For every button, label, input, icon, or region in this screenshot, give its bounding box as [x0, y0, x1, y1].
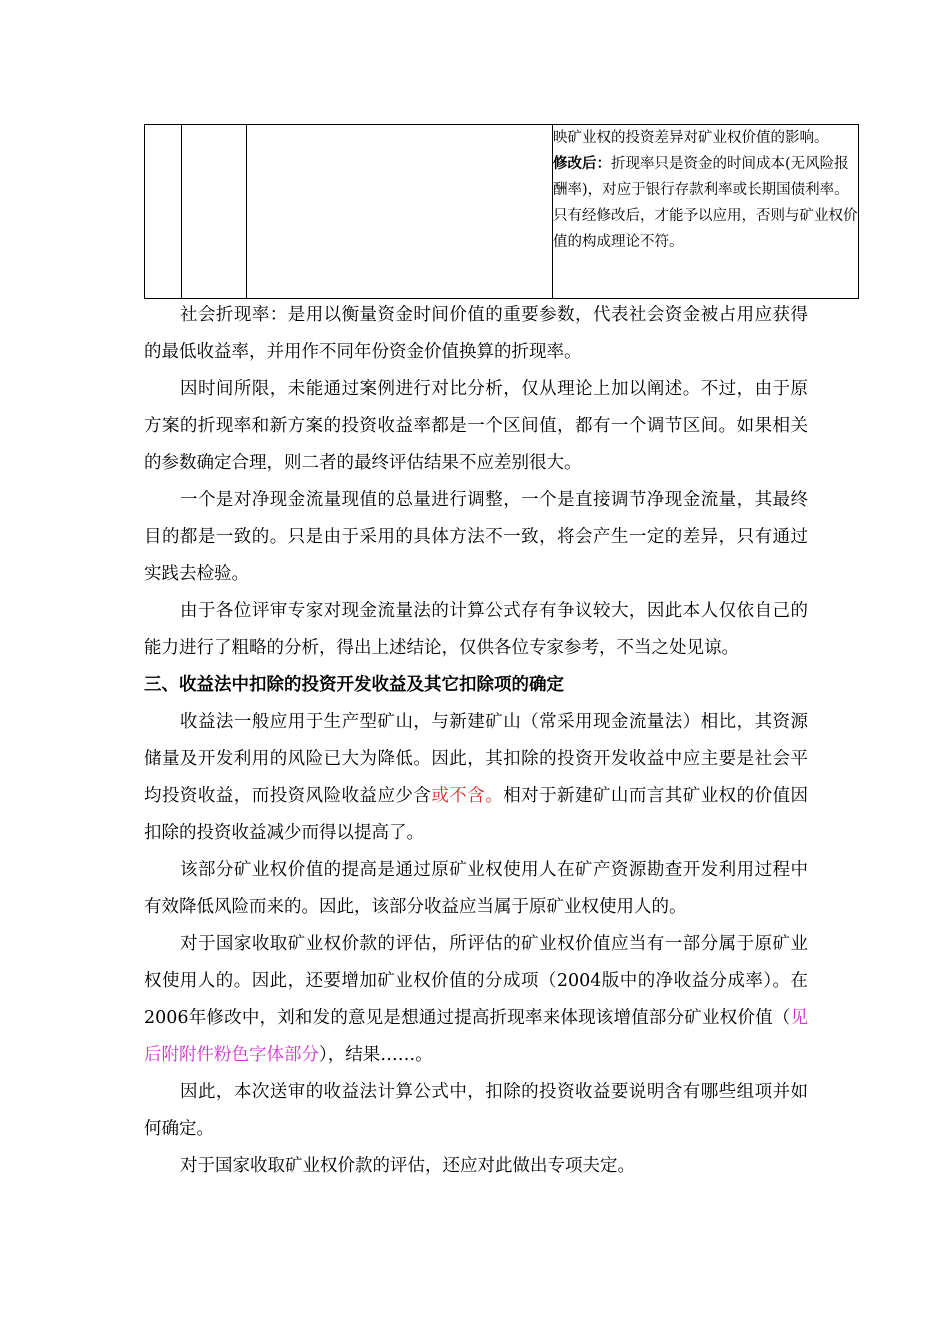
paragraph-state-valuation: 对于国家收取矿业权价款的评估，所评估的矿业权价值应当有一部分属于原矿业权使用人的。因此，还要增加矿业权价值的分成项（2004版中的净收益分成率）。在2006年修改中，刘和发的意见是想通过提高折现率来体现该增值部分矿业权价值（见后附附件粉色字体部分），结果……。	[144, 934, 808, 1065]
table-cell-1	[145, 125, 182, 299]
cell-line: 修改后：折现率只是资金的时间成本(无风险报酬率)，对应于银行存款利率或长期国债利率。	[553, 155, 849, 198]
continued-table	[144, 124, 859, 299]
paragraph-income-method: 收益法一般应用于生产型矿山，与新建矿山（常采用现金流量法）相比，其资源储量及开发利用的风险已大为降低。因此，其扣除的投资开发收益中应主要是社会平均投资收益，而投资风险收益应少含或不含。相对于新建矿山而言其矿业权的价值因扣除的投资收益减少而得以提高了。	[144, 712, 809, 843]
paragraph-social-discount-rate: 社会折现率：是用以衡量资金时间价值的重要参数，代表社会资金被占用应获得的最低收益率，并用作不同年份资金价值换算的折现率。	[144, 305, 808, 362]
pink-highlight-text: 见后附附件粉色字体部分	[144, 1008, 808, 1065]
table-row	[145, 125, 859, 299]
section-heading: 三、收益法中扣除的投资开发收益及其它扣除项的确定	[144, 675, 564, 695]
paragraph-expert-review: 由于各位评审专家对现金流量法的计算公式存有争议较大，因此本人仅依自己的能力进行了粗略的分析，得出上述结论，仅供各位专家参考，不当之处见谅。	[144, 601, 808, 658]
paragraph-adjustment: 一个是对净现金流量现值的总量进行调整，一个是直接调节净现金流量，其最终目的都是一致的。只是由于采用的具体方法不一致，将会产生一定的差异，只有通过实践去检验。	[144, 490, 808, 584]
paragraph-time-limit: 因时间所限，未能通过案例进行对比分析，仅从理论上加以阐述。不过，由于原方案的折现率和新方案的投资收益率都是一个区间值，都有一个调节区间。如果相关的参数确定合理，则二者的最终评估结果不应差别很大。	[144, 379, 808, 473]
revised-label: 修改后：	[553, 155, 611, 172]
table-cell-3	[247, 125, 553, 299]
table-cell-2	[182, 125, 247, 299]
red-highlight-text: 或不含。	[431, 786, 504, 806]
paragraph-formula-note: 因此，本次送审的收益法计算公式中，扣除的投资收益要说明含有哪些组项并如何确定。	[144, 1082, 808, 1139]
body-text	[144, 297, 808, 1185]
table-cell-4	[553, 125, 859, 299]
paragraph-special-rule: 对于国家收取矿业权价款的评估，还应对此做出专项夫定。	[180, 1156, 635, 1176]
cell-line: 只有经修改后，才能予以应用，否则与矿业权价值的构成理论不符。	[553, 208, 858, 250]
cell-line: 映矿业权的投资差异对矿业权价值的影响。	[553, 130, 829, 146]
paragraph-value-increase: 该部分矿业权价值的提高是通过原矿业权使用人在矿产资源勘查开发利用过程中有效降低风险而来的。因此，该部分收益应当属于原矿业权使用人的。	[144, 860, 808, 917]
